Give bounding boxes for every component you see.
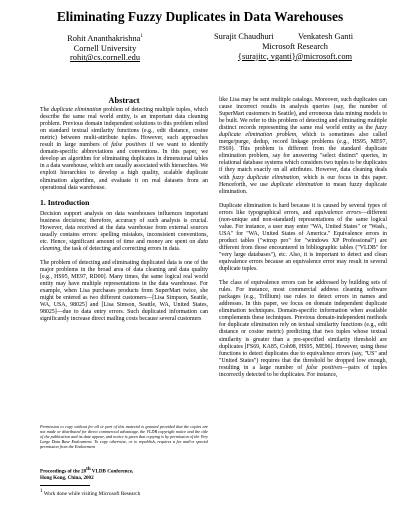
proceedings-text: VLDB Conference,: [90, 468, 134, 475]
paragraph-text: , the task of detecting and correcting errors in data.: [60, 245, 181, 252]
intro-paragraph-1: [40, 211, 208, 253]
abstract-text: [40, 107, 208, 192]
left-column: [40, 97, 208, 330]
paper-title: Eliminating Fuzzy Duplicates in Data Warehouses: [56, 9, 344, 24]
abstract-text-part: The: [40, 107, 51, 114]
right-column: [219, 97, 387, 386]
paragraph-italic: fuzzy duplicate elimination problem: [219, 125, 387, 139]
author-name-ganti: Venkatesh Ganti: [298, 32, 354, 41]
abstract-text-italic: false positives: [111, 142, 147, 149]
abstract-text-part: if we want to identify domain-specific abbreviations and conventions. In this paper, we develop an algorithm for eliminating duplicates in dimensional tables in a data warehouse, which are usually associated with hierarchies. We exploit hierarchies to develop a high quality, scalable duplicate elimination algorithm, and evaluate it on real datasets from an operational data warehouse.: [40, 142, 208, 191]
author-block-2: [214, 32, 370, 61]
paragraph-text: —different (non-unique and non-standard) representations of the same logical value. For instance, a user may enter "WA, United States" or "Wash., USA" for "WA, United States of America." Equivalence errors in product tables ("winxp pro" for "windows XP Professional") are different from those encountered in bibliographic tables ("VLDB" for "very large databases"), etc. Also, it is important to detect and clean equivalence errors because an equivalence error may result in several duplicate tuples.: [219, 209, 387, 273]
author-affiliation: Microsoft Research: [262, 41, 328, 51]
author-email[interactable]: rohit@cs.cornell.edu: [69, 53, 141, 63]
author-name-chaudhuri: Surajit Chaudhuri: [214, 32, 274, 41]
footnote-rule: [40, 485, 90, 486]
author-name-text: Rohit Ananthakrishna: [67, 33, 141, 43]
abstract-text-italic: duplicate elimination: [50, 107, 102, 114]
abstract-text-part: problem of detecting multiple tuples, which describe the same real world entity, is an important data cleaning problem. Previous domain independent solutions to this problem relied on standard textual similarity functions (e.g., edit distance, cosine metric) between multi-attribute tuples. However, such approaches result in large numbers of: [40, 107, 208, 149]
paragraph-text: The class of equivalence errors can be addressed by building sets of rules. For instance, most commercial address cleaning software packages (e.g., Trillium) use rules to detect errors in names and addresses. In this paper, we focus on domain independent duplicate elimination techniques. Domain-specific information when available complements these techniques. Previous domain-independent methods for duplicate elimination rely on textual similarity functions (e.g., edit distance or cosine metric) predicting that two tuples whose textual similarity is greater than a pre-specified similarity threshold are duplicates [FS69, KA85, Coh98, HS95, ME96]. However, using these functions to detect duplicates due to equivalence errors (say, "US" and "United States") requires that the threshold be dropped low enough, resulting in a large number of: [219, 280, 387, 371]
right-paragraph-3: [219, 280, 387, 379]
paragraph-text: Duplicate elimination is hard because it is caused by several types of errors like typographical errors, and: [219, 202, 387, 216]
permission-notice: Permission to copy without fee all or part of this material is granted provided that the copies are not made or distributed for direct commercial advantage, the VLDB copyright notice and the title of the publication and its date appear, and notice is given that copying is by permission of the Very Large Data Base Endowment. To copy otherwise, or to republish, requires a fee and/or special permission from the Endowment: [40, 424, 208, 450]
footnote-text: Work done while visiting Microsoft Research: [42, 490, 141, 497]
author-affiliation: Cornell University: [73, 43, 137, 53]
author-name: [40, 32, 170, 44]
paragraph-italic: data cleaning: [40, 238, 208, 252]
paragraph-text: Decision support analysis on data warehouses influences important business decisions; therefore, accuracy of such analysis is crucial. However, data received at the data warehouse from external sources usually contains errors: spelling mistakes, inconsistent conventions, etc. Hence, significant amount of time and money are spent on: [40, 210, 208, 245]
paragraph-text: , which is sometimes also called merge/purge, dedup, record linkage problems (e.g., HS95, ME97, FS69). This problem is different from the standard duplicate elimination problem, say for answering "select distinct" queries, in relational database systems which considers two tuples to be duplicates if they match exactly on all attributes. However, data cleaning deals with: [219, 132, 388, 181]
footnote-marker: 1: [140, 34, 143, 39]
footnote: [40, 489, 208, 497]
intro-paragraph-2: The problem of detecting and eliminating duplicated data is one of the major problems in the broad area of data cleaning and data quality [e.g., HS95, ME97, RD00]. Many times, the same logical real world entity may have multiple representations in the data warehouse. For example, when Lisa purchases products from SuperMart twice, she might be entered as two different customers—[Lisa Simpson, Seattle, WA, USA, 98025] and [Lisa Simson, Seattle, WA, United States, 98025]—due to data entry errors. Such duplicated information can significantly increase direct mailing costs because several customers: [40, 259, 208, 323]
right-paragraph-1: [219, 97, 387, 196]
paragraph-text: —pairs of tuples incorrectly detected to be duplicates. For instance,: [219, 364, 388, 378]
author-block-1: [40, 32, 170, 63]
abstract-heading: Abstract: [108, 96, 140, 105]
paragraph-italic: equivalence errors: [314, 209, 361, 216]
paragraph-italic: false positives: [306, 364, 343, 371]
paragraph-text: like Lisa may be sent multiple catalogs. Moreover, such duplicates can cause incorrect results in analysis queries (say, the number of SuperMart customers in Seattle), and erroneous data mining models to be built. We refer to this problem of detecting and eliminating multiple distinct records representing the same real world entity as the: [219, 97, 387, 132]
proceedings-line-1: [40, 467, 208, 475]
right-paragraph-2: [219, 203, 387, 273]
paragraph-italic: fuzzy duplicate elimination: [232, 174, 299, 181]
paragraph-italic: duplicate elimination: [270, 181, 323, 188]
author-names: [214, 32, 370, 42]
paragraph-text: , which is our focus in this paper. Henceforth, we use: [219, 174, 387, 188]
footnote-mark: 1: [40, 489, 43, 494]
author-email[interactable]: {surajitc, vganti}@microsoft.com: [237, 51, 353, 61]
proceedings-text: Proceedings of the 28: [40, 468, 87, 475]
proceedings-info: [40, 467, 208, 481]
section-heading-introduction: 1. Introduction: [40, 197, 90, 207]
proceedings-line-2: Hong Kong, China, 2002: [40, 474, 94, 481]
proceedings-sup: th: [86, 467, 91, 472]
paragraph-text: to mean fuzzy duplicate elimination.: [219, 181, 387, 195]
